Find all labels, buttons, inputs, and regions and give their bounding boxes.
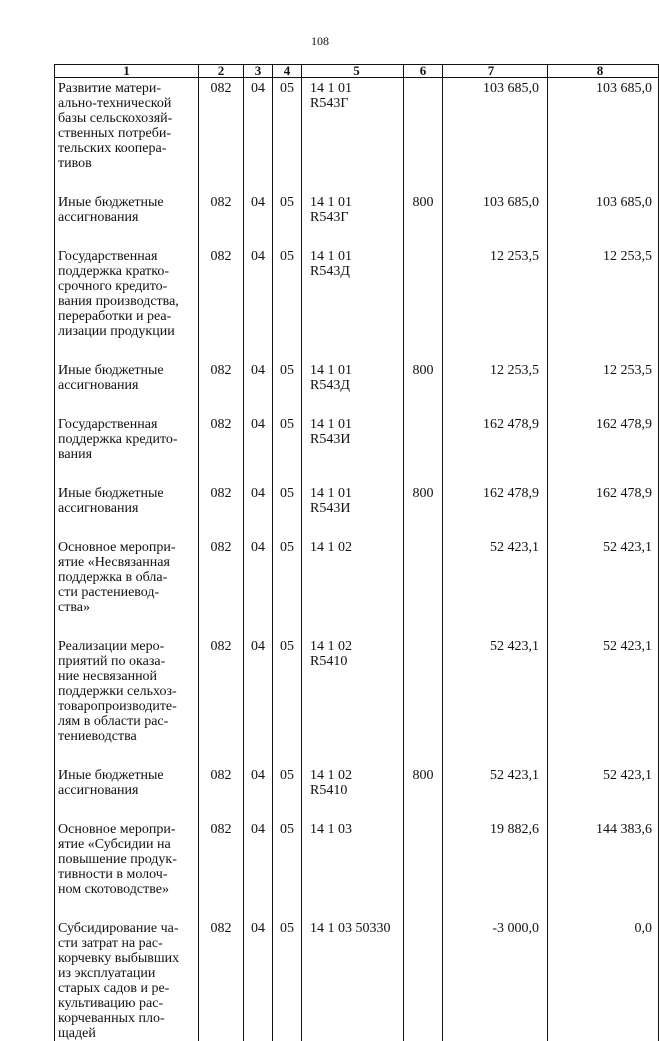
cell-row-name: Иные бюджетные ассигнования: [55, 195, 199, 225]
spacer-cell: [302, 462, 404, 486]
cell-amount-7: 162 478,9: [443, 486, 548, 516]
spacer-cell: [404, 393, 443, 417]
spacer-cell: [55, 339, 199, 363]
spacer-cell: [199, 462, 244, 486]
cell-amount-7: 52 423,1: [443, 540, 548, 615]
cell-code-4: 05: [273, 486, 302, 516]
spacer-cell: [302, 171, 404, 195]
cell-amount-8: 103 685,0: [548, 195, 659, 225]
cell-code-2: 082: [199, 768, 244, 798]
cell-code-2: 082: [199, 540, 244, 615]
header-col-2: 2: [199, 65, 244, 78]
cell-amount-7: 162 478,9: [443, 417, 548, 462]
spacer-cell: [404, 897, 443, 921]
cell-code-4: 05: [273, 921, 302, 1041]
spacer-cell: [404, 615, 443, 639]
table-row: [55, 768, 659, 798]
cell-code-5: 14 1 01 R543Д: [302, 249, 404, 339]
cell-code-5: 14 1 01 R543Д: [302, 363, 404, 393]
cell-code-4: 05: [273, 363, 302, 393]
cell-code-5: 14 1 01 R543Г: [302, 78, 404, 172]
spacer-cell: [244, 339, 273, 363]
spacer-cell: [199, 615, 244, 639]
cell-code-3: 04: [244, 639, 273, 744]
cell-code-6: 800: [404, 768, 443, 798]
spacer-cell: [302, 744, 404, 768]
spacer-cell: [548, 897, 659, 921]
cell-code-4: 05: [273, 195, 302, 225]
cell-amount-8: 0,0: [548, 921, 659, 1041]
cell-code-3: 04: [244, 195, 273, 225]
cell-code-3: 04: [244, 822, 273, 897]
cell-code-6: 800: [404, 195, 443, 225]
spacer-cell: [273, 798, 302, 822]
cell-code-6: 800: [404, 486, 443, 516]
cell-amount-7: 12 253,5: [443, 249, 548, 339]
table-row: [55, 78, 659, 172]
row-spacer: [55, 393, 659, 417]
spacer-cell: [548, 225, 659, 249]
spacer-cell: [273, 462, 302, 486]
header-col-7: 7: [443, 65, 548, 78]
cell-code-5: 14 1 01 R543И: [302, 486, 404, 516]
cell-row-name: Государственная поддержка кредито- вания: [55, 417, 199, 462]
cell-row-name: Государственная поддержка кратко- срочного кредито- вания производства, переработки и реа- лизации продукции: [55, 249, 199, 339]
spacer-cell: [55, 462, 199, 486]
spacer-cell: [199, 393, 244, 417]
row-spacer: [55, 171, 659, 195]
spacer-cell: [199, 897, 244, 921]
table-body: [55, 78, 659, 1041]
cell-code-2: 082: [199, 486, 244, 516]
spacer-cell: [55, 516, 199, 540]
table-row: [55, 639, 659, 744]
spacer-cell: [302, 339, 404, 363]
spacer-cell: [302, 516, 404, 540]
cell-code-5: 14 1 02 R5410: [302, 639, 404, 744]
table-row: [55, 195, 659, 225]
spacer-cell: [302, 225, 404, 249]
spacer-cell: [548, 393, 659, 417]
cell-code-3: 04: [244, 417, 273, 462]
header-col-8: 8: [548, 65, 659, 78]
cell-amount-7: 103 685,0: [443, 195, 548, 225]
row-spacer: [55, 339, 659, 363]
page-number: 108: [0, 34, 640, 49]
cell-code-2: 082: [199, 78, 244, 172]
cell-row-name: Основное меропри- ятие «Несвязанная поддержка в обла- сти растениевод- ства»: [55, 540, 199, 615]
spacer-cell: [199, 798, 244, 822]
table-row: [55, 417, 659, 462]
cell-code-4: 05: [273, 540, 302, 615]
spacer-cell: [404, 516, 443, 540]
header-col-6: 6: [404, 65, 443, 78]
header-row: [55, 65, 659, 78]
table-row: [55, 363, 659, 393]
header-col-1: 1: [55, 65, 199, 78]
cell-code-6: [404, 249, 443, 339]
spacer-cell: [244, 171, 273, 195]
cell-row-name: Иные бюджетные ассигнования: [55, 768, 199, 798]
cell-code-6: [404, 78, 443, 172]
spacer-cell: [548, 615, 659, 639]
cell-amount-8: 162 478,9: [548, 417, 659, 462]
header-col-4: 4: [273, 65, 302, 78]
spacer-cell: [443, 516, 548, 540]
spacer-cell: [443, 798, 548, 822]
cell-code-3: 04: [244, 540, 273, 615]
spacer-cell: [244, 393, 273, 417]
spacer-cell: [55, 897, 199, 921]
cell-amount-7: 19 882,6: [443, 822, 548, 897]
spacer-cell: [244, 462, 273, 486]
cell-code-3: 04: [244, 363, 273, 393]
spacer-cell: [404, 171, 443, 195]
spacer-cell: [55, 225, 199, 249]
spacer-cell: [244, 897, 273, 921]
spacer-cell: [443, 897, 548, 921]
spacer-cell: [273, 516, 302, 540]
cell-amount-7: 52 423,1: [443, 639, 548, 744]
cell-code-5: 14 1 02 R5410: [302, 768, 404, 798]
spacer-cell: [199, 339, 244, 363]
spacer-cell: [404, 462, 443, 486]
spacer-cell: [443, 393, 548, 417]
cell-code-3: 04: [244, 249, 273, 339]
spacer-cell: [273, 615, 302, 639]
cell-row-name: Развитие матери- ально-технической базы сельскохозяй- ственных потреби- тельских коопера- тивов: [55, 78, 199, 172]
table-row: [55, 249, 659, 339]
cell-amount-8: 162 478,9: [548, 486, 659, 516]
spacer-cell: [273, 897, 302, 921]
row-spacer: [55, 798, 659, 822]
spacer-cell: [199, 171, 244, 195]
cell-code-6: 800: [404, 363, 443, 393]
cell-code-6: [404, 822, 443, 897]
cell-row-name: Иные бюджетные ассигнования: [55, 363, 199, 393]
spacer-cell: [443, 462, 548, 486]
cell-code-3: 04: [244, 768, 273, 798]
cell-code-2: 082: [199, 921, 244, 1041]
cell-code-4: 05: [273, 822, 302, 897]
cell-code-3: 04: [244, 78, 273, 172]
cell-amount-7: -3 000,0: [443, 921, 548, 1041]
cell-amount-8: 144 383,6: [548, 822, 659, 897]
spacer-cell: [404, 744, 443, 768]
spacer-cell: [302, 798, 404, 822]
cell-amount-8: 52 423,1: [548, 768, 659, 798]
spacer-cell: [548, 516, 659, 540]
header-col-5: 5: [302, 65, 404, 78]
cell-code-2: 082: [199, 195, 244, 225]
table-row: [55, 921, 659, 1041]
cell-code-5: 14 1 03: [302, 822, 404, 897]
spacer-cell: [443, 339, 548, 363]
spacer-cell: [548, 462, 659, 486]
cell-code-6: [404, 417, 443, 462]
cell-code-5: 14 1 02: [302, 540, 404, 615]
cell-row-name: Субсидирование ча- сти затрат на рас- корчевку выбывших из эксплуатации старых садов и ре- культивацию рас- корчеванных пло- щадей: [55, 921, 199, 1041]
cell-code-6: [404, 639, 443, 744]
spacer-cell: [404, 798, 443, 822]
spacer-cell: [244, 744, 273, 768]
cell-code-2: 082: [199, 249, 244, 339]
cell-amount-7: 103 685,0: [443, 78, 548, 172]
cell-code-2: 082: [199, 363, 244, 393]
spacer-cell: [55, 798, 199, 822]
spacer-cell: [273, 339, 302, 363]
row-spacer: [55, 225, 659, 249]
spacer-cell: [443, 171, 548, 195]
spacer-cell: [273, 171, 302, 195]
spacer-cell: [548, 798, 659, 822]
spacer-cell: [273, 225, 302, 249]
spacer-cell: [302, 897, 404, 921]
spacer-cell: [55, 171, 199, 195]
spacer-cell: [55, 615, 199, 639]
cell-code-4: 05: [273, 417, 302, 462]
cell-code-6: [404, 921, 443, 1041]
cell-code-2: 082: [199, 417, 244, 462]
table-row: [55, 822, 659, 897]
spacer-cell: [55, 744, 199, 768]
cell-code-4: 05: [273, 768, 302, 798]
cell-code-3: 04: [244, 486, 273, 516]
row-spacer: [55, 462, 659, 486]
cell-code-5: 14 1 01 R543И: [302, 417, 404, 462]
cell-amount-8: 52 423,1: [548, 639, 659, 744]
cell-code-3: 04: [244, 921, 273, 1041]
spacer-cell: [199, 225, 244, 249]
cell-code-2: 082: [199, 822, 244, 897]
spacer-cell: [244, 615, 273, 639]
cell-code-4: 05: [273, 249, 302, 339]
row-spacer: [55, 516, 659, 540]
spacer-cell: [244, 516, 273, 540]
spacer-cell: [548, 339, 659, 363]
spacer-cell: [244, 798, 273, 822]
cell-code-6: [404, 540, 443, 615]
spacer-cell: [404, 339, 443, 363]
row-spacer: [55, 615, 659, 639]
spacer-cell: [404, 225, 443, 249]
cell-amount-8: 52 423,1: [548, 540, 659, 615]
cell-amount-8: 12 253,5: [548, 363, 659, 393]
table-row: [55, 540, 659, 615]
spacer-cell: [273, 744, 302, 768]
cell-code-5: 14 1 03 50330: [302, 921, 404, 1041]
spacer-cell: [548, 744, 659, 768]
spacer-cell: [302, 393, 404, 417]
row-spacer: [55, 897, 659, 921]
table-row: [55, 486, 659, 516]
cell-code-4: 05: [273, 639, 302, 744]
cell-code-2: 082: [199, 639, 244, 744]
cell-row-name: Иные бюджетные ассигнования: [55, 486, 199, 516]
header-col-3: 3: [244, 65, 273, 78]
row-spacer: [55, 744, 659, 768]
spacer-cell: [443, 225, 548, 249]
cell-amount-7: 52 423,1: [443, 768, 548, 798]
spacer-cell: [55, 393, 199, 417]
cell-amount-8: 103 685,0: [548, 78, 659, 172]
table-header: [55, 65, 659, 78]
cell-row-name: Реализации меро- приятий по оказа- ние несвязанной поддержки сельхоз- товаропроизводите- лям в области рас- тениеводства: [55, 639, 199, 744]
cell-code-5: 14 1 01 R543Г: [302, 195, 404, 225]
spacer-cell: [244, 225, 273, 249]
spacer-cell: [199, 516, 244, 540]
spacer-cell: [273, 393, 302, 417]
spacer-cell: [443, 615, 548, 639]
cell-amount-7: 12 253,5: [443, 363, 548, 393]
cell-amount-8: 12 253,5: [548, 249, 659, 339]
spacer-cell: [548, 171, 659, 195]
cell-code-4: 05: [273, 78, 302, 172]
spacer-cell: [199, 744, 244, 768]
budget-table: [54, 64, 659, 1041]
spacer-cell: [302, 615, 404, 639]
cell-row-name: Основное меропри- ятие «Субсидии на повышение продук- тивности в молоч- ном скотоводстве»: [55, 822, 199, 897]
spacer-cell: [443, 744, 548, 768]
